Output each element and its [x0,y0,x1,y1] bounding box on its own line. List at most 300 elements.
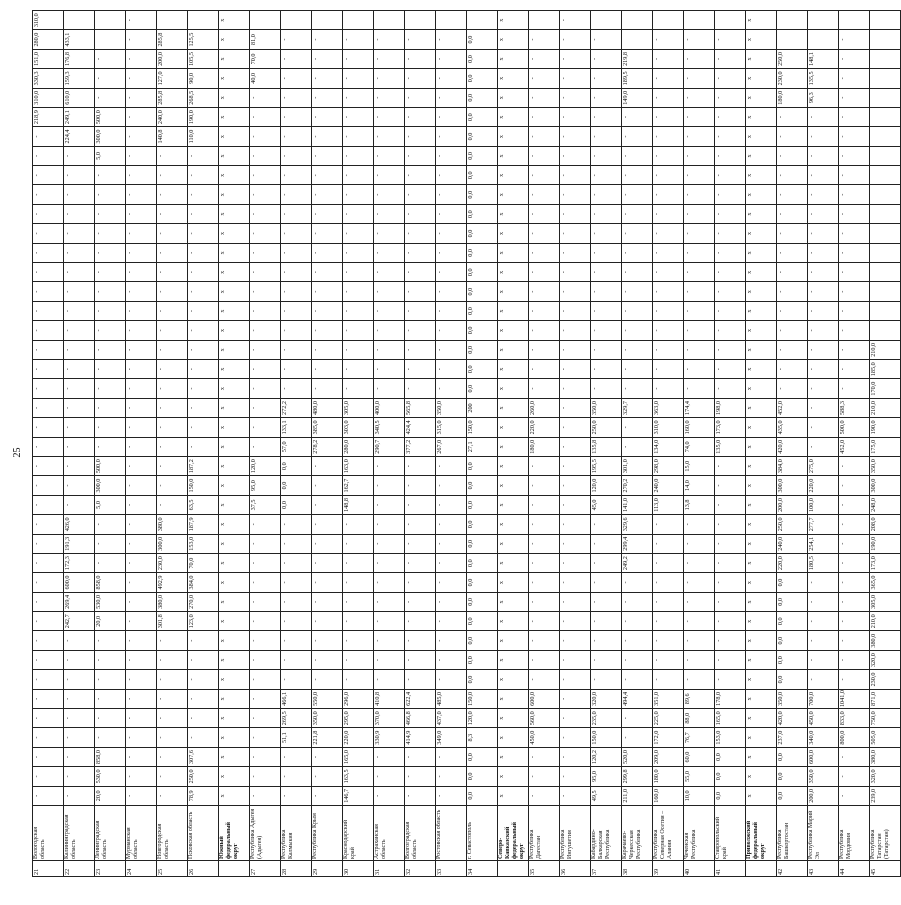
value-cell: 219,8 [622,49,653,68]
value-cell [622,30,653,49]
value-cell: - [95,728,126,747]
value-cell: - [591,553,622,572]
row-number: 45 [870,861,901,877]
value-cell: - [715,650,746,669]
value-cell: - [250,398,281,417]
value-cell: - [374,321,405,340]
value-cell: - [33,166,64,185]
value-cell: - [560,592,591,611]
value-cell: - [839,515,870,534]
region-name: Калининградская область [64,806,95,861]
row-number: 42 [777,861,808,877]
value-cell: - [374,185,405,204]
value-cell: - [157,224,188,243]
value-cell: х [746,786,777,805]
value-cell: 0,0 [467,592,498,611]
value-cell: 370,0 [374,709,405,728]
value-cell: 63,5 [188,495,219,514]
value-cell: 622,4 [405,689,436,708]
value-cell: - [64,476,95,495]
value-cell: - [95,360,126,379]
value-cell: - [839,592,870,611]
value-cell: - [250,534,281,553]
value-cell: - [374,88,405,107]
value-cell: - [188,146,219,165]
value-cell: - [560,612,591,631]
value-cell: - [715,515,746,534]
value-cell: - [157,321,188,340]
value-cell: - [281,107,312,126]
value-cell: - [839,767,870,786]
value-cell: - [436,30,467,49]
value-cell: х [498,786,529,805]
value-cell: - [405,553,436,572]
value-cell: 190,0 [870,418,901,437]
value-cell: - [33,418,64,437]
value-cell: 500,0 [839,418,870,437]
value-cell: 260,0 [529,398,560,417]
value-cell: - [188,321,219,340]
value-cell: 0,0 [467,515,498,534]
value-cell: 135,8 [591,437,622,456]
value-cell: - [839,30,870,49]
region-name: Республика Северная Осетия – Алания [653,806,684,861]
value-cell: - [64,689,95,708]
value-cell: - [33,127,64,146]
value-cell: 0,0 [467,360,498,379]
value-cell: - [591,30,622,49]
value-cell: х [498,340,529,359]
value-cell: - [591,88,622,107]
value-cell: - [715,321,746,340]
value-cell: 0,0 [467,107,498,126]
value-cell: х [498,553,529,572]
value-cell: - [343,49,374,68]
value-cell: - [312,786,343,805]
value-cell: - [157,670,188,689]
value-cell: 221,8 [312,728,343,747]
value-cell: - [622,437,653,456]
value-cell: - [374,49,405,68]
value-cell: - [126,515,157,534]
value-cell: - [405,282,436,301]
value-cell: х [219,631,250,650]
value-cell: - [281,767,312,786]
value-cell [870,107,901,126]
value-cell: - [95,224,126,243]
value-cell: - [126,146,157,165]
value-cell: - [312,360,343,379]
value-cell: - [436,650,467,669]
value-cell [870,146,901,165]
value-cell: х [746,321,777,340]
value-cell: 610,0 [64,88,95,107]
value-cell: - [126,398,157,417]
value-cell: - [560,573,591,592]
value-cell: х [219,340,250,359]
value-cell: х [498,398,529,417]
value-cell: х [746,515,777,534]
value-cell: - [312,69,343,88]
value-cell: - [529,670,560,689]
value-cell: - [343,30,374,49]
value-cell: 350,0 [312,709,343,728]
value-cell: - [591,650,622,669]
value-cell: 0,0 [777,786,808,805]
value-cell: 426,0 [64,515,95,534]
value-cell: - [436,631,467,650]
region-name: Ставропольский край [715,806,746,861]
value-cell: - [684,30,715,49]
value-cell: 305,0 [870,592,901,611]
value-cell: - [188,224,219,243]
value-cell: 200,0 [157,49,188,68]
value-cell: 466,8 [405,709,436,728]
value-cell: 165,0 [343,747,374,766]
value-cell: - [188,360,219,379]
value-cell: 190,0 [870,534,901,553]
value-cell: 240,0 [653,476,684,495]
value-cell: х [219,88,250,107]
value-cell [591,10,622,29]
value-cell: - [684,612,715,631]
value-cell: - [126,689,157,708]
value-cell: 278,2 [312,437,343,456]
value-cell: - [126,301,157,320]
table-row [95,10,126,876]
value-cell: 78,9 [188,786,219,805]
value-cell: - [312,650,343,669]
value-cell: 414,9 [405,728,436,747]
value-cell: 60,0 [684,747,715,766]
value-cell: - [777,379,808,398]
value-cell: х [498,243,529,262]
value-cell: - [529,747,560,766]
value-cell: - [312,185,343,204]
value-cell: 175,0 [870,437,901,456]
value-cell: - [808,612,839,631]
value-cell: 10,0 [684,786,715,805]
value-cell: х [219,107,250,126]
value-cell: - [715,185,746,204]
value-cell: - [684,631,715,650]
table-row [498,10,529,876]
value-cell: - [715,592,746,611]
value-cell [839,10,870,29]
value-cell: 8,3 [467,728,498,747]
value-cell: - [715,243,746,262]
value-cell: - [312,49,343,68]
value-cell: 833,0 [839,709,870,728]
value-cell: 190,0 [188,107,219,126]
value-cell: - [622,166,653,185]
value-cell: - [405,224,436,243]
value-cell: х [746,728,777,747]
value-cell: - [529,204,560,223]
value-cell: - [653,553,684,572]
value-cell: - [653,127,684,146]
value-cell: х [498,670,529,689]
value-cell: - [529,534,560,553]
value-cell: - [560,185,591,204]
value-cell: - [157,709,188,728]
value-cell: - [126,573,157,592]
value-cell: - [591,340,622,359]
value-cell: - [343,592,374,611]
value-cell: х [498,767,529,786]
value-cell: - [715,670,746,689]
value-cell: 100,0 [808,495,839,514]
value-cell: - [777,166,808,185]
value-cell: 187,2 [188,456,219,475]
value-cell: - [374,534,405,553]
value-cell: - [157,185,188,204]
value-cell: 180,0 [529,437,560,456]
value-cell: - [436,515,467,534]
value-cell: - [684,204,715,223]
value-cell: х [219,146,250,165]
value-cell: 452,0 [777,398,808,417]
value-cell: 240,0 [157,107,188,126]
value-cell: 0,0 [281,456,312,475]
value-cell: х [219,689,250,708]
value-cell: 162,7 [343,476,374,495]
value-cell: 450,0 [529,728,560,747]
value-cell: - [405,321,436,340]
value-cell: - [343,379,374,398]
value-cell: 105,5 [188,49,219,68]
value-cell: - [343,553,374,572]
value-cell: - [622,282,653,301]
value-cell: - [808,127,839,146]
value-cell: - [157,204,188,223]
value-cell: 300,0 [95,127,126,146]
value-cell: х [219,49,250,68]
value-cell: 301,8 [157,612,188,631]
value-cell: 485,0 [436,689,467,708]
value-cell: - [839,340,870,359]
value-cell: - [777,204,808,223]
value-cell: - [436,670,467,689]
value-cell: - [839,88,870,107]
value-cell: 492,9 [157,573,188,592]
value-cell: - [312,612,343,631]
value-cell: 300,0 [870,476,901,495]
value-cell: - [188,301,219,320]
value-cell: - [157,476,188,495]
value-cell: - [560,30,591,49]
value-cell: - [529,360,560,379]
value-cell: - [343,263,374,282]
value-cell: - [436,767,467,786]
value-cell: - [560,360,591,379]
row-number: 35 [529,861,560,877]
value-cell: - [839,224,870,243]
value-cell: 272,2 [281,398,312,417]
value-cell: - [250,573,281,592]
value-cell: - [374,69,405,88]
value-cell: 0,0 [777,747,808,766]
price-table [32,10,901,877]
value-cell: - [312,88,343,107]
value-cell: - [560,689,591,708]
value-cell: 363,0 [653,398,684,417]
value-cell: - [157,728,188,747]
value-cell: 494,4 [622,689,653,708]
value-cell: - [529,88,560,107]
value-cell: - [839,69,870,88]
value-cell: - [250,263,281,282]
region-name: Мурманская область [126,806,157,861]
value-cell: х [746,767,777,786]
value-cell: 15,0 [684,456,715,475]
value-cell: - [653,185,684,204]
value-cell: 329,6 [622,515,653,534]
value-cell: - [374,592,405,611]
row-number: 37 [591,861,622,877]
value-cell: 150,0 [467,418,498,437]
value-cell: - [126,709,157,728]
value-cell: - [529,224,560,243]
value-cell: - [405,456,436,475]
value-cell: 0,0 [715,786,746,805]
region-name: Республика Адыгея (Адыгея) [250,806,281,861]
value-cell: 55,0 [684,767,715,786]
value-cell: - [622,243,653,262]
value-cell: х [498,88,529,107]
value-cell: 211,0 [622,786,653,805]
value-cell: - [839,612,870,631]
value-cell: 153,0 [715,728,746,747]
value-cell: 0,0 [467,612,498,631]
value-cell: - [777,107,808,126]
value-cell: - [64,263,95,282]
value-cell: - [560,631,591,650]
value-cell: - [405,69,436,88]
value-cell: - [684,534,715,553]
value-cell: 750,0 [870,709,901,728]
region-name: Республика Крым [312,806,343,861]
value-cell: 0,0 [777,631,808,650]
value-cell: - [839,282,870,301]
table-row [684,10,715,876]
value-cell: - [808,631,839,650]
value-cell: - [405,573,436,592]
value-cell: 0,0 [467,282,498,301]
value-cell: - [715,495,746,514]
value-cell: - [374,631,405,650]
value-cell: - [560,418,591,437]
value-cell: - [529,263,560,282]
value-cell: 298,0 [653,456,684,475]
value-cell: х [746,166,777,185]
value-cell: - [126,204,157,223]
value-cell: - [777,243,808,262]
value-cell: - [126,30,157,49]
value-cell: - [529,107,560,126]
value-cell: - [591,282,622,301]
value-cell: - [343,243,374,262]
value-cell: - [777,263,808,282]
value-cell: 0,0 [777,767,808,786]
value-cell: - [653,301,684,320]
region-name: Ростовская область [436,806,467,861]
value-cell: - [64,340,95,359]
value-cell: - [777,321,808,340]
value-cell: - [374,786,405,805]
value-cell: 150,0 [467,689,498,708]
value-cell: - [529,30,560,49]
value-cell: 120,0 [591,476,622,495]
value-cell: - [777,224,808,243]
value-cell: - [374,612,405,631]
value-cell: 350,0 [436,398,467,417]
value-cell: - [622,612,653,631]
value-cell: 295,0 [343,709,374,728]
value-cell [777,10,808,29]
value-cell: - [808,670,839,689]
region-name: Вологодская область [33,806,64,861]
value-cell: - [33,786,64,805]
value-cell: - [622,573,653,592]
row-number: 24 [126,861,157,877]
value-cell: 135,0 [715,437,746,456]
value-cell: - [312,243,343,262]
value-cell: 320,0 [591,689,622,708]
value-cell: - [250,515,281,534]
value-cell: 433,1 [64,30,95,49]
value-cell: - [281,631,312,650]
value-cell: - [126,127,157,146]
value-cell: 81,0 [250,30,281,49]
value-cell: - [529,650,560,669]
value-cell: 150,0 [591,728,622,747]
value-cell: - [64,398,95,417]
value-cell: х [498,379,529,398]
value-cell: - [126,88,157,107]
value-cell: 0,0 [467,534,498,553]
value-cell: - [312,107,343,126]
value-cell: - [33,437,64,456]
value-cell: - [126,456,157,475]
value-cell: 120,0 [467,709,498,728]
value-cell: - [281,515,312,534]
value-cell: - [715,127,746,146]
value-cell: 185,0 [870,360,901,379]
value-cell: - [591,360,622,379]
value-cell: - [436,476,467,495]
value-cell: - [808,263,839,282]
value-cell: 220,0 [343,728,374,747]
value-cell: - [622,670,653,689]
value-cell: - [64,321,95,340]
value-cell: - [591,127,622,146]
value-cell: 0,0 [467,476,498,495]
value-cell: - [312,456,343,475]
value-cell: 277,7 [808,515,839,534]
value-cell: 230,0 [777,69,808,88]
value-cell: - [374,379,405,398]
value-cell: х [219,612,250,631]
value-cell: - [95,534,126,553]
value-cell: - [188,728,219,747]
value-cell: х [498,515,529,534]
value-cell: - [281,670,312,689]
value-cell: - [33,515,64,534]
value-cell: - [405,786,436,805]
value-cell: - [33,340,64,359]
value-cell: - [436,553,467,572]
